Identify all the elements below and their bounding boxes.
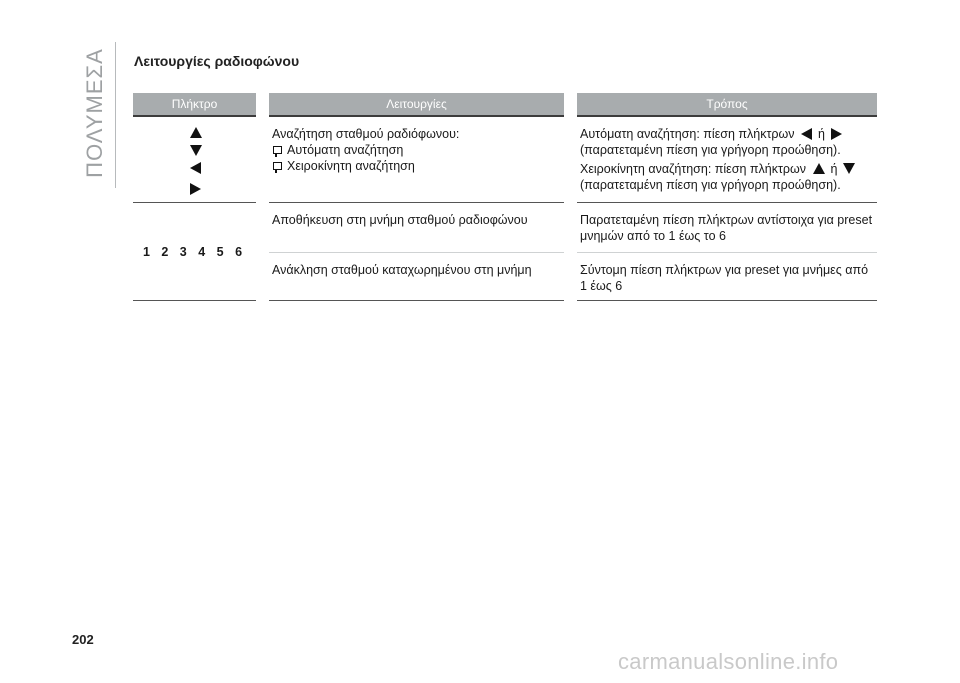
bullet-icon [273, 162, 282, 170]
triangle-right-icon [190, 183, 201, 195]
row3-function-cell: Ανάκληση σταθμού καταχωρημένου στη μνήμη [269, 253, 564, 301]
header-key: Πλήκτρο [133, 93, 256, 117]
row1-function-intro: Αναζήτηση σταθμού ραδιόφωνου: [272, 127, 460, 141]
triangle-up-icon [813, 163, 825, 174]
triangle-left-icon [801, 128, 812, 140]
bullet-icon [273, 146, 282, 154]
row1-mode-auto-suffix: (παρατεταμένη πίεση για γρήγορη προώθηση). [580, 143, 841, 157]
section-side-tab-label: ΠΟΛΥΜΕΣΑ [82, 48, 107, 178]
row1-mode-manual [580, 161, 877, 177]
row1-mode-auto [580, 126, 877, 142]
header-functions: Λειτουργίες [269, 93, 564, 117]
watermark: carmanualsonline.info [618, 649, 839, 674]
row1-function-item-manual: Χειροκίνητη αναζήτηση [287, 159, 415, 173]
row1-function-item-auto: Αυτόματη αναζήτηση [287, 143, 404, 157]
list-item [272, 158, 564, 174]
header-mode: Τρόπος [577, 93, 877, 117]
triangle-down-icon [843, 163, 855, 174]
page-number: 202 [72, 632, 94, 647]
radio-functions-table [133, 93, 877, 301]
table-header-row [133, 93, 877, 117]
triangle-left-icon [190, 162, 201, 174]
list-item [272, 142, 564, 158]
or-text: ή [830, 162, 838, 176]
row1-mode-manual-prefix: Χειροκίνητη αναζήτηση: πίεση πλήκτρων [580, 162, 807, 176]
row2-key-cell: 1 2 3 4 5 6 [133, 203, 256, 301]
triangle-down-icon [190, 145, 202, 156]
or-text: ή [818, 127, 825, 141]
page-title: Λειτουργίες ραδιοφώνου [134, 53, 300, 69]
row1-function-cell [269, 117, 564, 203]
row2-mode-cell: Παρατεταμένη πίεση πλήκτρων αντίστοιχα για preset μνημών από το 1 έως το 6 [577, 203, 877, 253]
row2-function-cell: Αποθήκευση στη μνήμη σταθμού ραδιοφώνου [269, 203, 564, 253]
triangle-up-icon [190, 127, 202, 138]
row1-key-cell [133, 117, 256, 203]
side-divider [115, 42, 116, 188]
table-row [133, 203, 877, 253]
table-row [133, 117, 877, 203]
row3-mode-cell: Σύντομη πίεση πλήκτρων για preset για μνήμες από 1 έως 6 [577, 253, 877, 301]
triangle-right-icon [831, 128, 842, 140]
row1-mode-cell [577, 117, 877, 203]
row1-mode-auto-prefix: Αυτόματη αναζήτηση: πίεση πλήκτρων [580, 127, 795, 141]
section-side-tab [81, 48, 109, 178]
row1-mode-manual-suffix: (παρατεταμένη πίεση για γρήγορη προώθηση). [580, 178, 841, 192]
